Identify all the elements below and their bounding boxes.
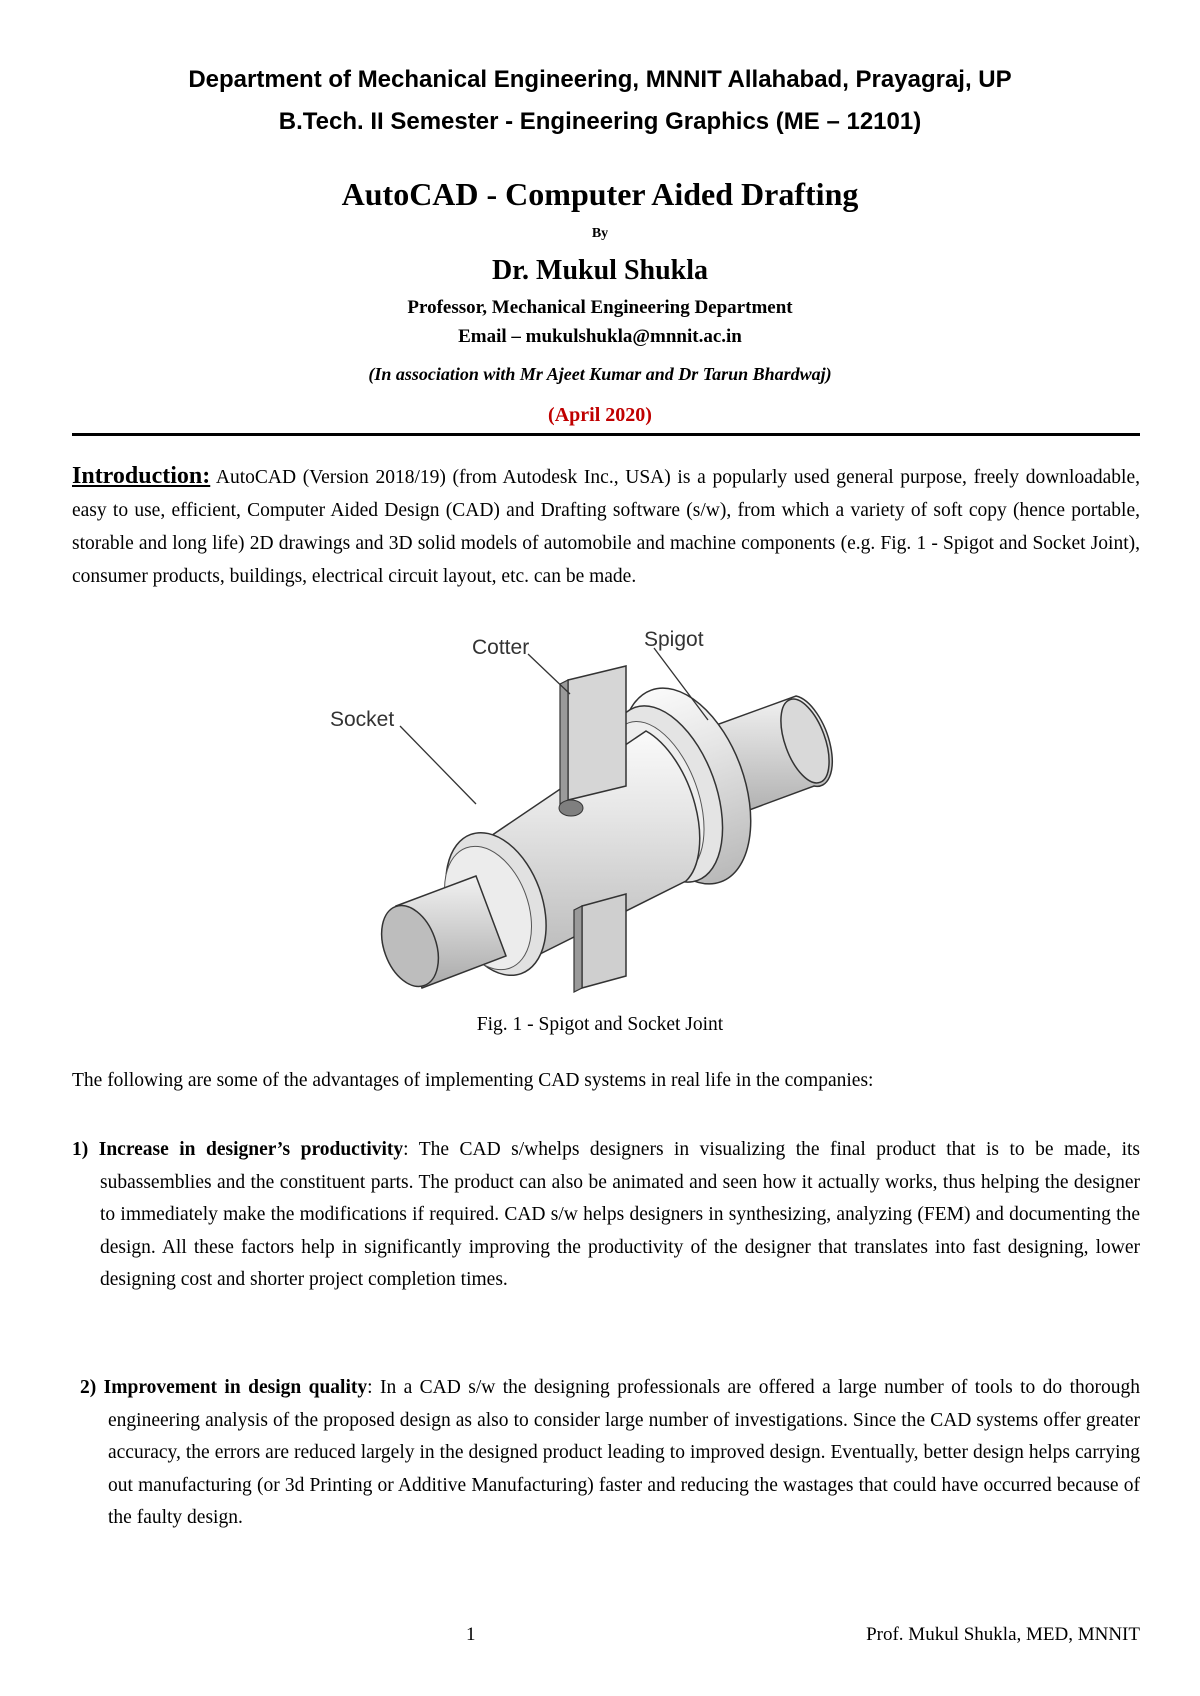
page-number: 1 [466, 1624, 476, 1645]
footer-credit: Prof. Mukul Shukla, MED, MNNIT [866, 1624, 1140, 1645]
cotter-label: Cotter [472, 636, 530, 659]
spigot-socket-figure [330, 628, 856, 996]
figure-caption: Fig. 1 - Spigot and Socket Joint [476, 1014, 724, 1035]
spigot-label: Spigot [644, 628, 704, 651]
list-item-heading: Increase in designer’s productivity [98, 1139, 404, 1160]
list-item-number: 1) [72, 1139, 89, 1160]
header-divider [72, 433, 1140, 436]
list-item-text: : The CAD s/whelps designers in visualizing the final product that is to be made, its subassemblies and the constituent parts. The product can also be animated and seen how it actually works, thus helping the designer to immediately make the modifications if required. CAD s/w helps designers in synthesizing, analyzing (FEM) and documenting the design. All these factors help in significantly improving the productivity of the designer that translates into fast designing, lower designing cost and shorter project completion times. [100, 1139, 1140, 1290]
author-role: Professor, Mechanical Engineering Department [407, 297, 793, 318]
introduction-lead: Introduction: [72, 463, 211, 489]
introduction-paragraph [72, 460, 1140, 593]
advantages-intro: The following are some of the advantages of implementing CAD systems in real life in the companies: [72, 1070, 874, 1091]
list-item [80, 1372, 1140, 1535]
document-title: AutoCAD - Computer Aided Drafting [341, 176, 859, 212]
list-item [72, 1134, 1140, 1297]
association-note: (In association with Mr Ajeet Kumar and Dr Tarun Bhardwaj) [368, 364, 832, 384]
introduction-text: AutoCAD (Version 2018/19) (from Autodesk Inc., USA) is a popularly used general purpose, freely downloadable, easy to use, efficient, Computer Aided Design (CAD) and Drafting software (s/w), from which a variety of soft copy (hence portable, storable and long life) 2D drawings and 3D solid models of automobile and machine components (e.g. Fig. 1 - Spigot and Socket Joint), consumer products, buildings, electrical circuit layout, etc. can be made. [72, 467, 1140, 587]
socket-label: Socket [330, 708, 395, 731]
document-date: (April 2020) [548, 404, 652, 426]
course-heading: B.Tech. II Semester - Engineering Graphics (ME – 12101) [278, 108, 922, 135]
list-item-number: 2) [80, 1377, 97, 1398]
list-item-heading: Improvement in design quality [103, 1377, 368, 1398]
by-line: By [591, 226, 609, 241]
department-heading: Department of Mechanical Engineering, MNNIT Allahabad, Prayagraj, UP [188, 66, 1012, 93]
author-email: Email – mukulshukla@mnnit.ac.in [458, 326, 742, 347]
list-item-text: : In a CAD s/w the designing professionals are offered a large number of tools to do thorough engineering analysis of the proposed design as also to consider large number of investigations. Since the CAD systems offer greater accuracy, the errors are reduced largely in the designed product leading to improved design. Eventually, better design helps carrying out manufacturing (or 3d Printing or Additive Manufacturing) faster and reducing the wastages that could have occurred because of the faulty design. [108, 1377, 1140, 1528]
author-name: Dr. Mukul Shukla [491, 255, 709, 286]
